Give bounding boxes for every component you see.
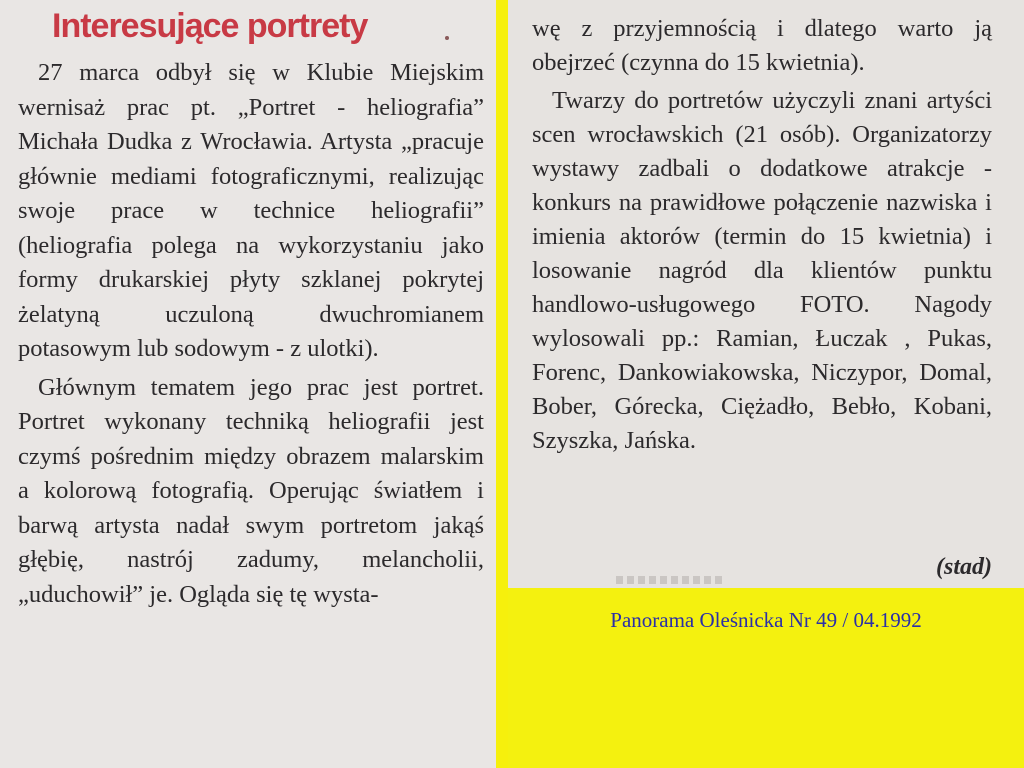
paragraph-portrait-theme: Głównym tematem jego prac jest portret. Portret wykonany techniką heliografii jest czymś pośrednim między obrazem malarskim a kolorową fotografią. Operując światłem i barwą artysta nadał swym portretom jakąś głębię, nastrój zadumy, melancholii, „uduchowił” je. Ogląda się tę wysta-	[18, 373, 484, 608]
author-signature: (stad)	[936, 554, 992, 580]
print-bleed-artifact	[616, 576, 726, 584]
article-body-left	[18, 56, 484, 616]
clipping-divider	[496, 0, 508, 768]
paragraph-continuation: wę z przyjemnością i dlatego warto ją obejrzeć (czynna do 15 kwietnia).	[532, 15, 992, 76]
paragraph-contest: Twarzy do portretów użyczyli znani artyści scen wrocławskich (21 osób). Organizatorzy wystawy zadbali o dodatkowe atrakcje - konkurs na prawidłowe połączenie nazwiska i imienia aktorów (termin do 15 kwietnia) i losowanie nagród dla klientów punktu handlowo-usługowego FOTO. Nagody wylosowali pp.: Ramian, Łuczak , Pukas, Forenc, Dankowiakowska, Niczypor, Domal, Bober, Górecka, Ciężadło, Bebło, Kobani, Szyszka, Jańska.	[532, 87, 992, 454]
source-caption: Panorama Oleśnicka Nr 49 / 04.1992	[610, 608, 922, 632]
clipping-right	[508, 0, 1024, 588]
print-artifact	[445, 36, 449, 40]
clipping-left	[0, 0, 496, 768]
article-body-right	[532, 12, 992, 462]
paragraph-vernissage: 27 marca odbył się w Klubie Miejskim wernisaż prac pt. „Portret - heliografia” Michała Dudka z Wrocławia. Artysta „pracuje głównie mediami fotograficznymi, realizując swoje prace w technice heliografii” (heliografia polega na wykorzystaniu jako formy drukarskiej płyty szklanej pokrytej żelatyną uczuloną dwuchromianem potasowym lub sodowym - z ulotki).	[18, 59, 484, 362]
headline: Interesujące portrety	[52, 7, 368, 45]
